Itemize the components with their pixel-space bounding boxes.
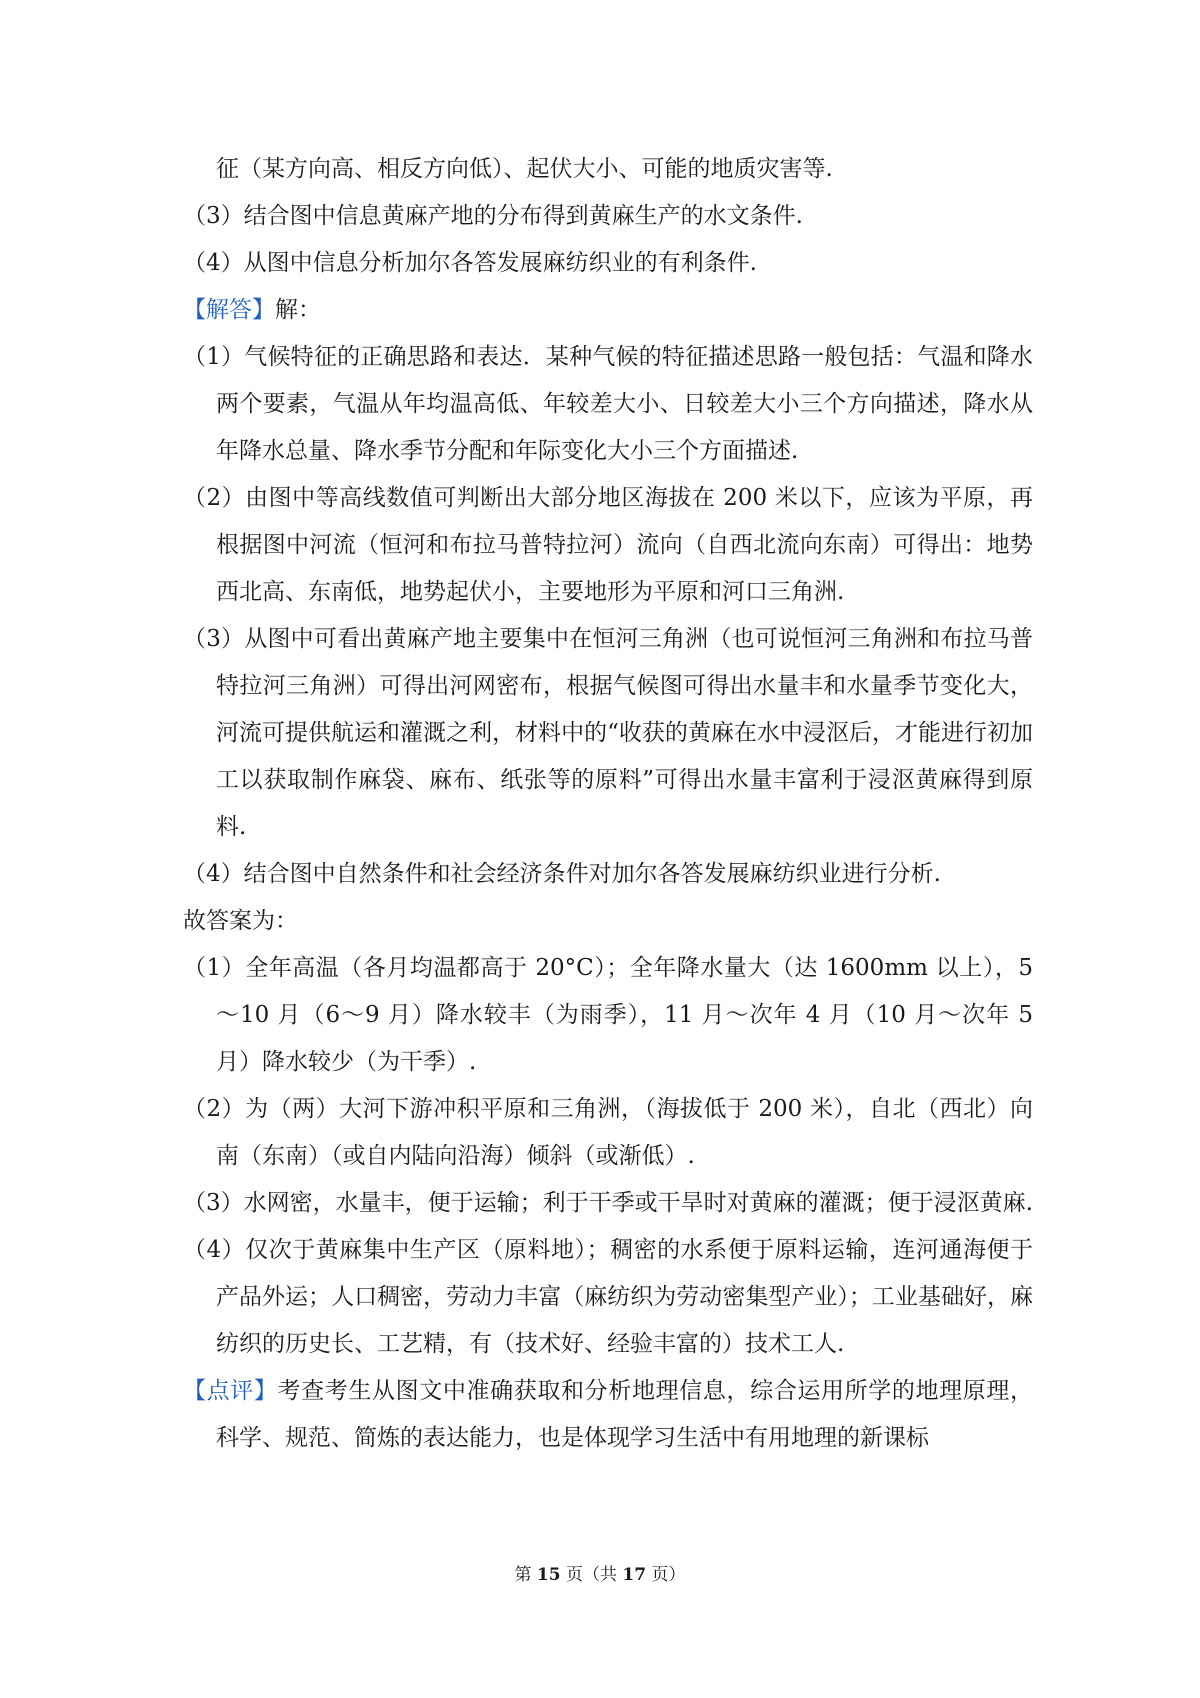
answer-item-2: （2）为（两）大河下游冲积平原和三角洲，（海拔低于 200 米），自北（西北）向南（东南）（或自内陆向沿海）倾斜（或渐低）. [183, 1096, 1033, 1169]
solution-tag: 【解答】 [183, 297, 275, 323]
solution-item-1: （1）气候特征的正确思路和表达．某种气候的特征描述思路一般包括：气温和降水两个要素，气温从年均温高低、年较差大小、日较差大小三个方向描述，降水从年降水总量、降水季节分配和年际变化大小三个方面描述. [183, 344, 1033, 464]
answer-item-3: （3）水网密，水量丰，便于运输；利于干季或干旱时对黄麻的灌溉；便于浸沤黄麻. [183, 1190, 1033, 1216]
page-content [183, 146, 1033, 1462]
footer-suffix: 页） [651, 1565, 686, 1585]
solution-header [183, 287, 1033, 334]
answer-item-4: （4）仅次于黄麻集中生产区（原料地）；稠密的水系便于原料运输，连河通海便于产品外运；人口稠密，劳动力丰富（麻纺织为劳动密集型产业）；工业基础好，麻纺织的历史长、工艺精，有（技术好、经验丰富的）技术工人. [183, 1237, 1033, 1357]
page-footer [0, 1560, 1200, 1585]
answer-item-1: （1）全年高温（各月均温都高于 20°C）；全年降水量大（达 1600mm 以上），5～10 月（6～9 月）降水较丰（为雨季），11 月～次年 4 月（10 月～次年 5 月）降水较少（为干季）. [183, 955, 1033, 1075]
comment-text: 考查考生从图文中准确获取和分析地理信息，综合运用所学的地理原理，科学、规范、简炼的表达能力，也是体现学习生活中有用地理的新课标 [216, 1378, 1034, 1451]
footer-total-pages: 17 [622, 1565, 647, 1585]
comment-tag: 【点评】 [183, 1378, 278, 1404]
analysis-item-4: （4）从图中信息分析加尔各答发展麻纺织业的有利条件. [183, 250, 757, 276]
footer-middle: 页（共 [566, 1565, 617, 1585]
continued-line: 征（某方向高、相反方向低）、起伏大小、可能的地质灾害等. [216, 156, 833, 182]
solution-lead: 解： [275, 297, 321, 323]
comment [183, 1368, 1033, 1462]
footer-page-number: 15 [536, 1565, 561, 1585]
footer-prefix: 第 [514, 1565, 532, 1585]
answer-lead: 故答案为： [183, 908, 298, 934]
analysis-item-3: （3）结合图中信息黄麻产地的分布得到黄麻生产的水文条件. [183, 203, 803, 229]
solution-item-4: （4）结合图中自然条件和社会经济条件对加尔各答发展麻纺织业进行分析. [183, 861, 941, 887]
solution-item-2: （2）由图中等高线数值可判断出大部分地区海拔在 200 米以下，应该为平原，再根据图中河流（恒河和布拉马普特拉河）流向（自西北流向东南）可得出：地势西北高、东南低，地势起伏小，主要地形为平原和河口三角洲. [183, 485, 1033, 605]
solution-item-3: （3）从图中可看出黄麻产地主要集中在恒河三角洲（也可说恒河三角洲和布拉马普特拉河三角洲）可得出河网密布，根据气候图可得出水量丰和水量季节变化大，河流可提供航运和灌溉之利，材料中的“收获的黄麻在水中浸沤后，才能进行初加工以获取制作麻袋、麻布、纸张等的原料”可得出水量丰富利于浸沤黄麻得到原料. [183, 626, 1033, 840]
